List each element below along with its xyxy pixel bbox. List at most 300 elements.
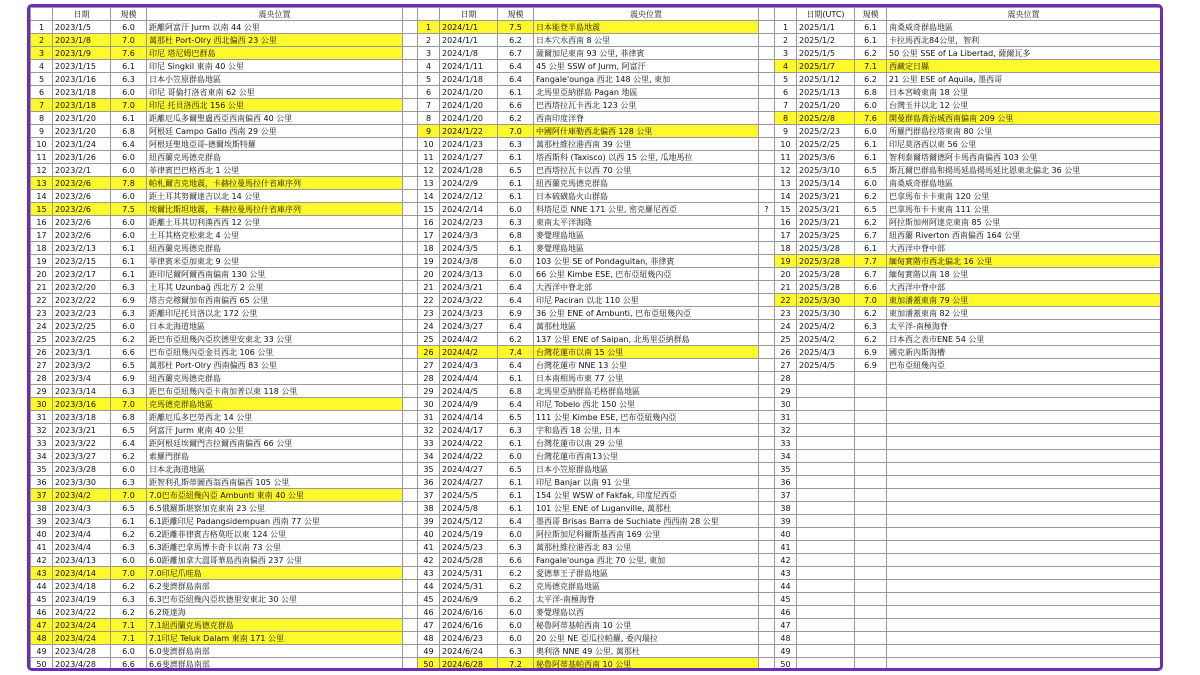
cell-no[interactable]: 13 [418, 177, 440, 190]
cell-magnitude[interactable]: 6.5 [855, 203, 887, 216]
cell-no[interactable]: 24 [775, 320, 797, 333]
cell-magnitude[interactable]: 6.0 [498, 632, 534, 645]
cell-magnitude[interactable]: 6.3 [498, 216, 534, 229]
cell-location[interactable]: 斯瓦爾巴群島和揚馬延島揚馬延比恩東北偏北 36 公里 [887, 164, 1161, 177]
cell-magnitude[interactable]: 6.2 [111, 580, 147, 593]
cell-magnitude[interactable]: 6.3 [111, 541, 147, 554]
cell-no[interactable]: 8 [31, 112, 53, 125]
cell-no[interactable]: 10 [775, 138, 797, 151]
cell-no[interactable]: 17 [31, 229, 53, 242]
cell-date[interactable]: 2024/3/23 [440, 307, 498, 320]
cell-no[interactable]: 26 [775, 346, 797, 359]
cell-no[interactable]: 50 [418, 658, 440, 671]
cell-location[interactable]: 塔吉克穆爾加布西南偏西 65 公里 [147, 294, 403, 307]
cell-magnitude[interactable]: 6.0 [498, 619, 534, 632]
cell-date[interactable]: 2023/1/18 [53, 86, 111, 99]
cell-no[interactable]: 31 [31, 411, 53, 424]
cell-location[interactable] [887, 411, 1161, 424]
cell-magnitude[interactable]: 7.1 [855, 60, 887, 73]
cell-no[interactable]: 49 [418, 645, 440, 658]
cell-no[interactable]: 20 [418, 268, 440, 281]
cell-no[interactable]: 35 [31, 463, 53, 476]
cell-date[interactable]: 2024/4/22 [440, 450, 498, 463]
cell-location[interactable]: 緬甸實階市西北偏北 16 公里 [887, 255, 1161, 268]
cell-magnitude[interactable] [855, 372, 887, 385]
cell-no[interactable]: 31 [418, 411, 440, 424]
cell-magnitude[interactable] [855, 502, 887, 515]
cell-date[interactable] [797, 489, 855, 502]
cell-date[interactable]: 2024/6/16 [440, 619, 498, 632]
cell-no[interactable]: 15 [418, 203, 440, 216]
cell-date[interactable]: 2024/6/28 [440, 658, 498, 671]
cell-location[interactable]: 日本硫磺島火山群島 [534, 190, 759, 203]
cell-magnitude[interactable]: 6.9 [111, 372, 147, 385]
cell-date[interactable]: 2024/1/8 [440, 47, 498, 60]
cell-magnitude[interactable]: 6.0 [855, 125, 887, 138]
cell-magnitude[interactable]: 6.0 [498, 203, 534, 216]
cell-location[interactable]: 台灣花蓮市 NNE 13 公里 [534, 359, 759, 372]
cell-magnitude[interactable]: 6.6 [111, 658, 147, 671]
cell-no[interactable]: 1 [31, 21, 53, 34]
cell-no[interactable]: 18 [418, 242, 440, 255]
cell-date[interactable]: 2023/3/2 [53, 359, 111, 372]
cell-no[interactable]: 24 [418, 320, 440, 333]
cell-no[interactable]: 45 [775, 593, 797, 606]
cell-location[interactable]: 印尼 托貝洛西北 156 公里 [147, 99, 403, 112]
cell-location[interactable]: 6.3距離巴拿馬博卡奇卡以南 73 公里 [147, 541, 403, 554]
cell-location[interactable]: 距巴布亞紐幾內亞卡南加普以東 118 公里 [147, 385, 403, 398]
cell-date[interactable]: 2024/3/3 [440, 229, 498, 242]
cell-location[interactable]: 國克新內斯海槽 [887, 346, 1161, 359]
cell-no[interactable]: 45 [31, 593, 53, 606]
cell-no[interactable]: 44 [418, 580, 440, 593]
cell-date[interactable]: 2024/5/19 [440, 528, 498, 541]
cell-date[interactable] [797, 554, 855, 567]
cell-date[interactable]: 2025/1/12 [797, 73, 855, 86]
cell-magnitude[interactable]: 6.2 [111, 333, 147, 346]
cell-no[interactable]: 6 [31, 86, 53, 99]
cell-magnitude[interactable]: 6.9 [111, 294, 147, 307]
cell-no[interactable]: 28 [418, 372, 440, 385]
cell-date[interactable] [797, 476, 855, 489]
cell-date[interactable]: 2023/2/6 [53, 177, 111, 190]
cell-location[interactable] [887, 450, 1161, 463]
cell-date[interactable] [797, 424, 855, 437]
cell-date[interactable]: 2024/5/12 [440, 515, 498, 528]
cell-magnitude[interactable]: 6.8 [498, 385, 534, 398]
cell-date[interactable]: 2024/4/4 [440, 372, 498, 385]
cell-date[interactable]: 2025/3/14 [797, 177, 855, 190]
cell-no[interactable]: 6 [418, 86, 440, 99]
cell-no[interactable]: 4 [31, 60, 53, 73]
cell-date[interactable]: 2025/2/25 [797, 138, 855, 151]
cell-magnitude[interactable]: 6.1 [111, 268, 147, 281]
cell-location[interactable]: 6.2斑達海 [147, 606, 403, 619]
cell-location[interactable]: 菲律賓米亞加東北 9 公里 [147, 255, 403, 268]
cell-location[interactable] [887, 424, 1161, 437]
cell-magnitude[interactable]: 6.8 [498, 229, 534, 242]
cell-date[interactable]: 2023/2/6 [53, 203, 111, 216]
cell-date[interactable]: 2023/4/19 [53, 593, 111, 606]
cell-no[interactable]: 42 [31, 554, 53, 567]
cell-date[interactable]: 2023/2/1 [53, 164, 111, 177]
cell-location[interactable]: 克馬德克群島地區 [147, 398, 403, 411]
cell-magnitude[interactable]: 6.4 [498, 515, 534, 528]
cell-location[interactable]: 北馬里亞納群島毛格群島地區 [534, 385, 759, 398]
cell-date[interactable]: 2024/2/14 [440, 203, 498, 216]
cell-magnitude[interactable]: 6.1 [498, 489, 534, 502]
cell-no[interactable]: 31 [775, 411, 797, 424]
cell-location[interactable]: 6.3巴布亞紐幾內亞坎德里安東北 30 公里 [147, 593, 403, 606]
cell-date[interactable]: 2024/4/3 [440, 359, 498, 372]
cell-no[interactable]: 15 [31, 203, 53, 216]
cell-magnitude[interactable]: 6.4 [498, 294, 534, 307]
cell-no[interactable]: 44 [31, 580, 53, 593]
cell-date[interactable]: 2023/3/22 [53, 437, 111, 450]
cell-location[interactable]: 45 公里 SSW of Jurm, 阿富汗 [534, 60, 759, 73]
cell-date[interactable] [797, 411, 855, 424]
cell-location[interactable]: 麥覺理島地區 [534, 242, 759, 255]
cell-no[interactable]: 26 [418, 346, 440, 359]
cell-magnitude[interactable]: 6.1 [111, 242, 147, 255]
cell-no[interactable]: 9 [775, 125, 797, 138]
cell-no[interactable]: 18 [775, 242, 797, 255]
cell-date[interactable] [797, 463, 855, 476]
cell-date[interactable]: 2023/2/13 [53, 242, 111, 255]
cell-no[interactable]: 23 [418, 307, 440, 320]
cell-magnitude[interactable]: 7.0 [111, 489, 147, 502]
cell-no[interactable]: 23 [775, 307, 797, 320]
cell-location[interactable]: 中國阿什庫勒西北偏西 128 公里 [534, 125, 759, 138]
cell-magnitude[interactable] [855, 619, 887, 632]
cell-location[interactable]: 20 公里 NE 亞瓜拉帕羅, 委內瑞拉 [534, 632, 759, 645]
cell-location[interactable]: 阿富汗 Jurm 東南 40 公里 [147, 424, 403, 437]
cell-magnitude[interactable] [855, 450, 887, 463]
cell-date[interactable]: 2023/2/17 [53, 268, 111, 281]
cell-location[interactable]: 埃爾比斯坦地震，卡赫拉曼馬拉什省庫序列 [147, 203, 403, 216]
cell-magnitude[interactable]: 6.1 [498, 86, 534, 99]
cell-location[interactable]: 索羅門群島 [147, 450, 403, 463]
cell-location[interactable] [887, 515, 1161, 528]
cell-date[interactable]: 2023/1/15 [53, 60, 111, 73]
cell-location[interactable]: 距智利孔斯蒂圖西翁西南偏西 105 公里 [147, 476, 403, 489]
cell-magnitude[interactable]: 6.8 [111, 125, 147, 138]
cell-location[interactable]: 愛德華王子群島地區 [534, 567, 759, 580]
cell-magnitude[interactable]: 6.1 [855, 34, 887, 47]
cell-magnitude[interactable]: 6.1 [498, 177, 534, 190]
cell-location[interactable]: 土耳其格克松東北 4 公里 [147, 229, 403, 242]
cell-location[interactable]: 距離土耳其切利漢西西 12 公里 [147, 216, 403, 229]
cell-location[interactable]: 21 公里 ESE of Aquila, 墨西哥 [887, 73, 1161, 86]
cell-magnitude[interactable]: 6.3 [111, 281, 147, 294]
cell-date[interactable]: 2025/2/23 [797, 125, 855, 138]
cell-date[interactable]: 2024/4/9 [440, 398, 498, 411]
cell-location[interactable]: 科塔尼亞 NNE 171 公里, 密克羅尼西亞 [534, 203, 759, 216]
cell-no[interactable]: 19 [418, 255, 440, 268]
cell-date[interactable] [797, 528, 855, 541]
cell-no[interactable]: 18 [31, 242, 53, 255]
cell-magnitude[interactable]: 7.0 [111, 34, 147, 47]
cell-magnitude[interactable]: 6.3 [111, 307, 147, 320]
cell-magnitude[interactable]: 7.1 [111, 632, 147, 645]
cell-date[interactable]: 2023/4/28 [53, 658, 111, 671]
cell-location[interactable]: 土耳其 Uzunbağ 西北方 2 公里 [147, 281, 403, 294]
cell-magnitude[interactable]: 6.0 [111, 229, 147, 242]
cell-date[interactable]: 2023/2/15 [53, 255, 111, 268]
cell-date[interactable] [797, 593, 855, 606]
cell-magnitude[interactable]: 6.8 [855, 86, 887, 99]
cell-date[interactable]: 2024/4/2 [440, 333, 498, 346]
cell-magnitude[interactable]: 6.0 [111, 320, 147, 333]
cell-no[interactable]: 48 [31, 632, 53, 645]
cell-magnitude[interactable] [855, 580, 887, 593]
cell-magnitude[interactable]: 6.2 [498, 567, 534, 580]
cell-no[interactable]: 25 [775, 333, 797, 346]
cell-date[interactable]: 2024/1/20 [440, 99, 498, 112]
cell-date[interactable]: 2023/3/27 [53, 450, 111, 463]
cell-location[interactable]: 台灣花蓮市西南13公里 [534, 450, 759, 463]
cell-no[interactable]: 36 [31, 476, 53, 489]
cell-no[interactable]: 17 [418, 229, 440, 242]
cell-magnitude[interactable]: 6.5 [498, 463, 534, 476]
cell-location[interactable]: 太平洋-南極海脊 [887, 320, 1161, 333]
cell-date[interactable]: 2023/2/22 [53, 294, 111, 307]
cell-magnitude[interactable]: 6.1 [111, 515, 147, 528]
cell-no[interactable]: 25 [31, 333, 53, 346]
cell-location[interactable]: 日本南相馬市東 77 公里 [534, 372, 759, 385]
cell-date[interactable]: 2025/3/28 [797, 255, 855, 268]
cell-no[interactable]: 34 [775, 450, 797, 463]
cell-magnitude[interactable]: 6.0 [855, 99, 887, 112]
cell-no[interactable]: 27 [418, 359, 440, 372]
cell-no[interactable]: 39 [418, 515, 440, 528]
cell-magnitude[interactable]: 6.1 [498, 242, 534, 255]
cell-magnitude[interactable]: 6.0 [111, 463, 147, 476]
cell-date[interactable] [797, 645, 855, 658]
cell-date[interactable]: 2023/1/20 [53, 112, 111, 125]
cell-no[interactable]: 29 [418, 385, 440, 398]
cell-date[interactable]: 2024/3/8 [440, 255, 498, 268]
cell-magnitude[interactable]: 6.6 [498, 554, 534, 567]
cell-location[interactable]: 6.2距離菲律賓吉格莫旺以東 124 公里 [147, 528, 403, 541]
cell-location[interactable]: 50 公里 SSE of La Libertad, 薩爾瓦多 [887, 47, 1161, 60]
cell-magnitude[interactable]: 6.1 [855, 242, 887, 255]
cell-no[interactable]: 34 [418, 450, 440, 463]
cell-date[interactable]: 2023/3/1 [53, 346, 111, 359]
cell-location[interactable] [887, 476, 1161, 489]
cell-no[interactable]: 1 [775, 21, 797, 34]
cell-location[interactable]: 111 公里 Kimbe ESE, 巴布亞紐幾內亞 [534, 411, 759, 424]
cell-location[interactable]: 日本小笠原群島地區 [534, 463, 759, 476]
cell-date[interactable]: 2024/1/20 [440, 86, 498, 99]
cell-date[interactable] [797, 515, 855, 528]
cell-location[interactable]: 卡拉馬西北84公里，智利 [887, 34, 1161, 47]
cell-magnitude[interactable]: 6.3 [111, 73, 147, 86]
cell-no[interactable]: 25 [418, 333, 440, 346]
cell-no[interactable]: 14 [31, 190, 53, 203]
cell-location[interactable]: 菲律賓巴巴格西北 1 公里 [147, 164, 403, 177]
cell-no[interactable]: 14 [418, 190, 440, 203]
cell-no[interactable]: 37 [418, 489, 440, 502]
cell-date[interactable]: 2024/1/28 [440, 164, 498, 177]
cell-location[interactable] [887, 489, 1161, 502]
cell-magnitude[interactable] [855, 489, 887, 502]
cell-date[interactable] [797, 632, 855, 645]
cell-location[interactable]: 紐西蘭克馬德克群島 [534, 177, 759, 190]
cell-magnitude[interactable]: 6.1 [855, 151, 887, 164]
cell-location[interactable]: 巴西塔拉瓦卡西北 123 公里 [534, 99, 759, 112]
cell-date[interactable]: 2023/2/6 [53, 190, 111, 203]
cell-no[interactable]: 34 [31, 450, 53, 463]
cell-magnitude[interactable]: 6.9 [855, 346, 887, 359]
cell-location[interactable]: 東南太平洋海隆 [534, 216, 759, 229]
cell-date[interactable]: 2023/4/4 [53, 541, 111, 554]
cell-location[interactable] [887, 463, 1161, 476]
cell-no[interactable]: 7 [775, 99, 797, 112]
cell-no[interactable]: 21 [418, 281, 440, 294]
cell-no[interactable]: 47 [775, 619, 797, 632]
cell-no[interactable]: 33 [31, 437, 53, 450]
cell-location[interactable]: 印尼 Tobelo 西北 150 公里 [534, 398, 759, 411]
cell-no[interactable]: 43 [418, 567, 440, 580]
cell-no[interactable]: 12 [418, 164, 440, 177]
cell-no[interactable]: 40 [31, 528, 53, 541]
cell-date[interactable]: 2023/3/16 [53, 398, 111, 411]
cell-magnitude[interactable]: 6.6 [855, 281, 887, 294]
cell-location[interactable] [887, 593, 1161, 606]
cell-date[interactable] [797, 372, 855, 385]
cell-magnitude[interactable]: 6.4 [498, 359, 534, 372]
cell-magnitude[interactable]: 6.7 [855, 268, 887, 281]
cell-location[interactable]: 萬那杜 Port-Olry 西北偏西 23 公里 [147, 34, 403, 47]
cell-date[interactable]: 2024/3/27 [440, 320, 498, 333]
cell-no[interactable]: 41 [775, 541, 797, 554]
cell-location[interactable]: 巴布亞紐幾內亞 [887, 359, 1161, 372]
cell-date[interactable]: 2024/5/31 [440, 567, 498, 580]
cell-magnitude[interactable]: 6.4 [498, 73, 534, 86]
cell-location[interactable]: 巴西塔拉瓦卡以西 70 公里 [534, 164, 759, 177]
cell-location[interactable]: 南桑威奇群島地區 [887, 21, 1161, 34]
cell-no[interactable]: 49 [775, 645, 797, 658]
cell-location[interactable]: 阿拉斯加尼科爾斯基西南 169 公里 [534, 528, 759, 541]
cell-location[interactable]: 西南印度洋脊 [534, 112, 759, 125]
cell-magnitude[interactable]: 7.6 [855, 112, 887, 125]
cell-magnitude[interactable]: 7.0 [498, 125, 534, 138]
cell-magnitude[interactable] [855, 398, 887, 411]
cell-magnitude[interactable]: 7.6 [111, 47, 147, 60]
cell-date[interactable]: 2023/4/18 [53, 580, 111, 593]
cell-no[interactable]: 45 [418, 593, 440, 606]
cell-date[interactable]: 2025/2/8 [797, 112, 855, 125]
cell-location[interactable] [887, 502, 1161, 515]
cell-date[interactable]: 2024/4/27 [440, 476, 498, 489]
cell-magnitude[interactable]: 6.1 [111, 255, 147, 268]
cell-location[interactable]: 紐西蘭克馬德克群島 [147, 242, 403, 255]
cell-no[interactable]: 32 [775, 424, 797, 437]
cell-no[interactable]: 28 [31, 372, 53, 385]
cell-date[interactable]: 2025/3/6 [797, 151, 855, 164]
cell-date[interactable]: 2023/4/24 [53, 632, 111, 645]
cell-date[interactable]: 2024/5/28 [440, 554, 498, 567]
cell-no[interactable]: 21 [775, 281, 797, 294]
cell-date[interactable]: 2024/4/27 [440, 463, 498, 476]
cell-magnitude[interactable]: 6.2 [111, 528, 147, 541]
cell-date[interactable]: 2024/4/2 [440, 346, 498, 359]
cell-no[interactable]: 27 [775, 359, 797, 372]
cell-location[interactable]: 紐西蘭克馬德克群島 [147, 372, 403, 385]
cell-location[interactable]: 紐西蘭克馬德克群島 [147, 151, 403, 164]
cell-no[interactable]: 7 [418, 99, 440, 112]
cell-no[interactable]: 3 [418, 47, 440, 60]
cell-magnitude[interactable] [855, 593, 887, 606]
cell-magnitude[interactable]: 6.1 [498, 190, 534, 203]
cell-no[interactable]: 5 [775, 73, 797, 86]
cell-no[interactable]: 10 [418, 138, 440, 151]
cell-location[interactable]: 36 公里 ENE of Ambunti, 巴布亞紐幾內亞 [534, 307, 759, 320]
cell-magnitude[interactable]: 6.8 [111, 411, 147, 424]
cell-date[interactable]: 2025/1/13 [797, 86, 855, 99]
cell-date[interactable]: 2024/1/1 [440, 21, 498, 34]
cell-magnitude[interactable]: 6.5 [855, 164, 887, 177]
cell-location[interactable] [887, 606, 1161, 619]
cell-no[interactable]: 38 [418, 502, 440, 515]
cell-no[interactable]: 33 [418, 437, 440, 450]
cell-no[interactable]: 11 [31, 151, 53, 164]
cell-magnitude[interactable]: 7.0 [111, 398, 147, 411]
cell-date[interactable]: 2024/1/22 [440, 125, 498, 138]
cell-magnitude[interactable]: 6.6 [498, 99, 534, 112]
cell-location[interactable]: 阿根廷 Campo Gallo 西南 29 公里 [147, 125, 403, 138]
cell-date[interactable]: 2024/4/14 [440, 411, 498, 424]
cell-magnitude[interactable]: 6.2 [855, 333, 887, 346]
cell-magnitude[interactable]: 6.0 [498, 606, 534, 619]
cell-date[interactable]: 2024/1/18 [440, 73, 498, 86]
cell-location[interactable]: 帕札爾吉克地震，卡赫拉曼馬拉什省庫序列 [147, 177, 403, 190]
cell-date[interactable]: 2025/1/7 [797, 60, 855, 73]
cell-date[interactable] [797, 398, 855, 411]
cell-location[interactable]: 日本能登半島地震 [534, 21, 759, 34]
cell-date[interactable]: 2023/4/22 [53, 606, 111, 619]
cell-date[interactable]: 2025/1/1 [797, 21, 855, 34]
cell-magnitude[interactable]: 6.5 [111, 502, 147, 515]
cell-no[interactable]: 13 [31, 177, 53, 190]
cell-no[interactable]: 38 [775, 502, 797, 515]
cell-date[interactable]: 2023/3/4 [53, 372, 111, 385]
cell-location[interactable]: 巴拿馬布卡卡東南 111 公里 [887, 203, 1161, 216]
cell-magnitude[interactable] [855, 554, 887, 567]
cell-magnitude[interactable]: 7.5 [498, 21, 534, 34]
cell-date[interactable]: 2024/5/5 [440, 489, 498, 502]
cell-magnitude[interactable]: 6.0 [111, 164, 147, 177]
cell-magnitude[interactable]: 6.5 [111, 424, 147, 437]
cell-date[interactable] [797, 450, 855, 463]
cell-no[interactable]: 32 [418, 424, 440, 437]
cell-date[interactable] [797, 606, 855, 619]
cell-date[interactable]: 2024/3/13 [440, 268, 498, 281]
cell-no[interactable]: 16 [418, 216, 440, 229]
cell-magnitude[interactable]: 6.4 [498, 398, 534, 411]
cell-location[interactable]: 距阿根廷埃爾門吉拉爾西南偏西 66 公里 [147, 437, 403, 450]
cell-no[interactable]: 40 [418, 528, 440, 541]
cell-no[interactable]: 44 [775, 580, 797, 593]
cell-date[interactable]: 2024/1/23 [440, 138, 498, 151]
cell-date[interactable]: 2024/6/23 [440, 632, 498, 645]
cell-date[interactable] [797, 658, 855, 671]
cell-location[interactable]: 距離厄瓜多巴勞西北 14 公里 [147, 411, 403, 424]
cell-location[interactable]: 6.1距離印尼 Padangsidempuan 西南 77 公里 [147, 515, 403, 528]
cell-location[interactable]: 137 公里 ENE of Saipan, 北馬里亞納群島 [534, 333, 759, 346]
cell-magnitude[interactable]: 6.1 [855, 21, 887, 34]
